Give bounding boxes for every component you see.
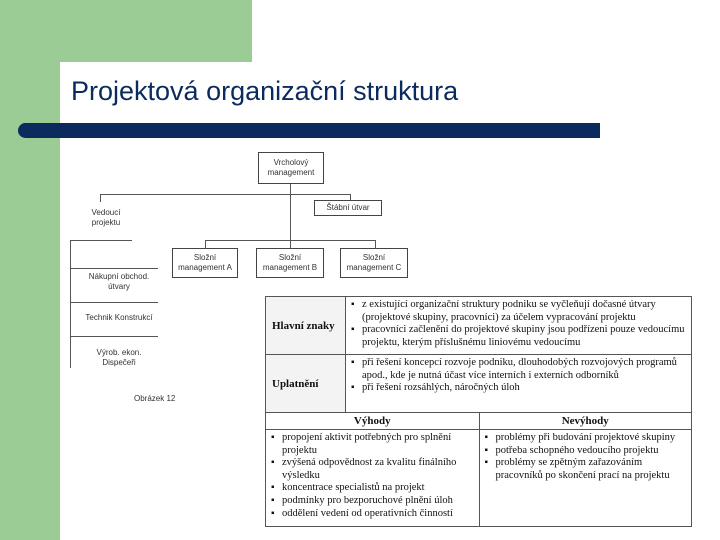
org-connector xyxy=(70,240,71,368)
list-item: ▪ z existující organizační struktury podniku se vyčleňují dočasné útvary (projektové skupiny, pracovníci) za účelem vypracování projektu xyxy=(362,299,687,324)
cons-header: Nevýhody xyxy=(479,413,692,429)
list-item: ▪ problémy se zpětným zařazováním pracovníků po skončení prací na projektu xyxy=(496,457,688,482)
table-row-pros-cons xyxy=(265,429,692,527)
org-connector xyxy=(100,194,101,202)
use-cell xyxy=(346,355,691,412)
org-connector xyxy=(70,268,158,269)
org-box-purchasing: Nákupní obchod. útvary xyxy=(84,270,154,294)
green-side-band xyxy=(0,0,60,540)
list-item: ▪ při řešení koncepcí rozvoje podniku, dlouhodobých rozvojových programů apod., kde je nutná účast více interních i externích odborníků xyxy=(362,357,687,382)
pros-header: Výhody xyxy=(353,415,391,427)
characteristics-table xyxy=(265,296,692,527)
org-box-management-a: Složní management A xyxy=(172,248,238,278)
table-row-headers xyxy=(265,412,692,429)
table-row-main xyxy=(265,296,692,354)
org-box-dispatchers: Výrob. ekon. Dispečeři xyxy=(84,346,154,370)
org-connector xyxy=(205,240,206,248)
org-box-staff: Štábní útvar xyxy=(314,200,382,216)
row-label-main: Hlavní znaky xyxy=(266,297,346,354)
org-box-top-management: Vrcholový management xyxy=(258,152,324,184)
org-connector xyxy=(290,184,291,194)
org-connector xyxy=(70,302,158,303)
list-item: ▪ potřeba schopného vedoucího projektu xyxy=(496,445,688,458)
org-box-project-leader: Vedoucí projektu xyxy=(76,202,136,234)
org-connector xyxy=(375,240,376,248)
list-item: ▪ oddělení vedení od operativních činností xyxy=(282,508,475,521)
figure-caption: Obrázek 12 xyxy=(134,394,176,403)
table-row-use xyxy=(265,354,692,412)
org-connector xyxy=(70,336,158,337)
cons-cell xyxy=(479,430,692,526)
list-item: ▪ podmínky pro bezporuchové plnění úloh xyxy=(282,495,475,508)
pros-cell xyxy=(266,430,479,526)
list-item: ▪ propojení aktivit potřebných pro splnění projektu xyxy=(282,432,475,457)
org-connector xyxy=(290,240,291,248)
org-box-management-b: Složní management B xyxy=(256,248,324,278)
org-box-management-c: Složní management C xyxy=(340,248,408,278)
list-item: ▪ koncentrace specialistů na projekt xyxy=(282,482,475,495)
list-item: ▪ zvýšená odpovědnost za kvalitu finálního výsledku xyxy=(282,457,475,482)
org-box-technicians: Technik Konstrukcí xyxy=(84,306,154,330)
list-item: ▪ pracovníci začlenění do projektové skupiny jsou podřízeni pouze vedoucímu projektu, kterým příslušnému liniovému vedoucímu xyxy=(362,324,687,349)
main-cell xyxy=(346,297,691,354)
title-underline-bar xyxy=(18,123,600,138)
org-connector xyxy=(290,194,291,240)
org-connector xyxy=(100,194,350,195)
page-title: Projektová organizační struktura xyxy=(71,76,459,106)
list-item: ▪ při řešení rozsáhlých, náročných úloh xyxy=(362,382,687,395)
row-label-use: Uplatnění xyxy=(266,355,346,412)
org-connector xyxy=(70,240,132,241)
list-item: ▪ problémy při budování projektové skupiny xyxy=(496,432,688,445)
